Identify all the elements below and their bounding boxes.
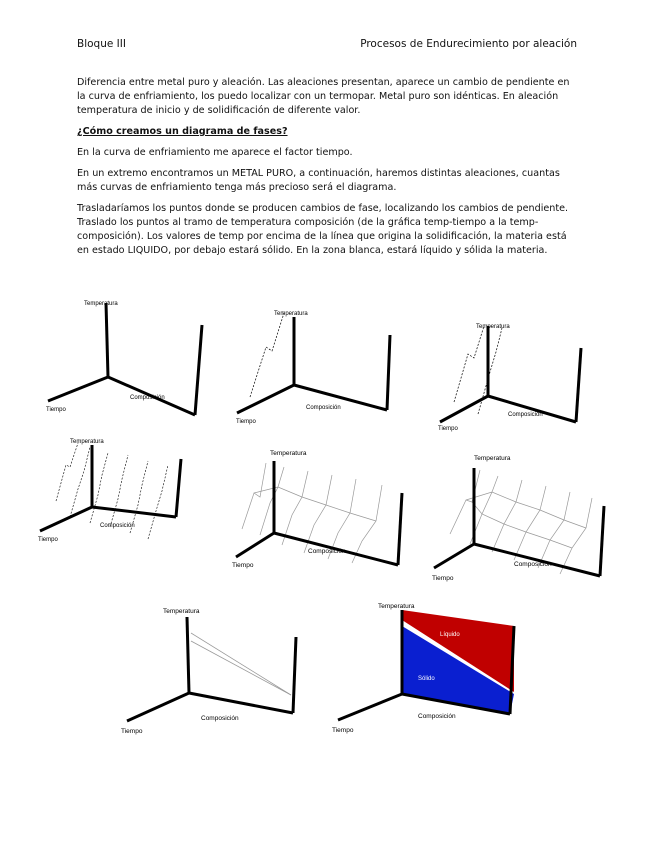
time-axis	[338, 694, 402, 720]
cooling-curve	[492, 480, 522, 552]
pure-metal-axis	[576, 348, 581, 422]
cooling-curve	[538, 492, 570, 568]
temperature-label: Temperatura	[378, 603, 415, 610]
figure-two-curves	[438, 318, 618, 438]
cooling-curve	[454, 326, 484, 402]
temperature-label: Temperatura	[270, 450, 307, 457]
composition-label: Composición	[130, 395, 165, 401]
composition-axis	[92, 507, 176, 517]
figure-many-curves	[36, 435, 196, 550]
composition-axis	[474, 544, 600, 576]
time-axis	[48, 377, 108, 401]
figure-phase-boundaries	[430, 450, 620, 585]
header-left: Bloque III	[77, 38, 126, 50]
solid-label: Sólido	[418, 676, 435, 682]
temperature-label: Temperatura	[163, 608, 200, 615]
pure-metal-axis	[387, 335, 390, 410]
cooling-curve	[514, 486, 546, 560]
time-label: Tiempo	[121, 728, 143, 735]
paragraph-phase-change: Trasladaríamos los puntos donde se producen cambios de fase, localizando los cambios de pendiente. Traslado los puntos al tramo de temperatura composición (de la gráfica temp-tiempo a la temp-composición). Los valores de temp por encima de la línea que origina la solidificación, la materia está en estado LIQUIDO, por debajo estará sólido. En la zona blanca, estará líquido y sólida la materia.	[77, 203, 569, 256]
paragraph-intro: Diferencia entre metal puro y aleación. Las aleaciones presentan, aparece un cambio de pendiente en la curva de enfriamiento, los puedo localizar con un termopar. Metal puro son idénticas. En aleación temperatura de inicio y de solidificación de diferente valor.	[77, 77, 570, 116]
composition-label: Composición	[201, 715, 239, 722]
cooling-curve	[250, 313, 284, 397]
pure-metal-axis	[398, 493, 402, 565]
temperature-axis	[106, 303, 108, 377]
document-body	[77, 76, 579, 265]
cooling-curve	[56, 443, 78, 501]
time-axis	[440, 396, 488, 422]
temperature-label: Temperatura	[274, 311, 308, 317]
figure-phase-diagram	[330, 598, 530, 738]
composition-label: Composición	[308, 548, 346, 555]
cooling-curve	[70, 447, 90, 517]
temperature-label: Temperatura	[84, 301, 118, 307]
liquid-label: Líquido	[440, 632, 460, 638]
paragraph-pure-metal: En un extremo encontramos un METAL PURO, a continuación, haremos distintas aleaciones, cuantas más curvas de enfriamiento tenga más precioso será el diagrama.	[77, 168, 560, 193]
pure-metal-axis	[195, 325, 202, 415]
header-right: Procesos de Endurecimiento por aleación	[360, 38, 577, 50]
cooling-curve	[282, 471, 308, 545]
temperature-label: Temperatura	[70, 439, 104, 445]
composition-label: Composición	[306, 405, 341, 411]
composition-label: Composición	[418, 713, 456, 720]
time-axis	[236, 533, 274, 557]
time-label: Tiempo	[46, 407, 66, 413]
figure-curves-mapped	[230, 445, 425, 575]
composition-axis	[488, 396, 576, 422]
cooling-curve	[242, 463, 266, 529]
time-axis	[237, 385, 294, 413]
cooling-curve	[148, 465, 168, 539]
time-label: Tiempo	[38, 537, 58, 543]
time-axis	[434, 544, 474, 568]
composition-label: Composición	[514, 561, 552, 568]
cooling-curve	[110, 455, 128, 527]
composition-label: Composición	[100, 523, 135, 529]
composition-axis	[189, 693, 293, 713]
time-axis	[127, 693, 189, 721]
time-label: Tiempo	[232, 562, 254, 569]
paragraph-time: En la curva de enfriamiento me aparece el factor tiempo.	[77, 147, 353, 158]
temperature-axis	[187, 617, 189, 693]
temperature-label: Temperatura	[474, 455, 511, 462]
cooling-curve	[352, 485, 382, 563]
time-label: Tiempo	[432, 575, 454, 582]
pure-metal-axis	[293, 637, 296, 713]
time-axis	[40, 507, 92, 531]
time-label: Tiempo	[332, 727, 354, 734]
figure-phase-lines	[115, 603, 315, 738]
temperature-label: Temperatura	[476, 324, 510, 330]
time-label: Tiempo	[438, 426, 458, 432]
pure-metal-axis	[176, 459, 181, 517]
liquidus-line	[191, 633, 291, 695]
liquidus-line	[254, 487, 376, 521]
composition-label: Composición	[508, 412, 543, 418]
solidus-line	[191, 641, 291, 695]
time-label: Tiempo	[236, 419, 256, 425]
cooling-curve	[560, 498, 592, 574]
figure-axes-empty	[40, 295, 220, 425]
figure-pure-metal-curve	[232, 305, 412, 430]
pure-metal-axis	[600, 506, 604, 576]
section-heading: ¿Cómo creamos un diagrama de fases?	[77, 126, 288, 137]
